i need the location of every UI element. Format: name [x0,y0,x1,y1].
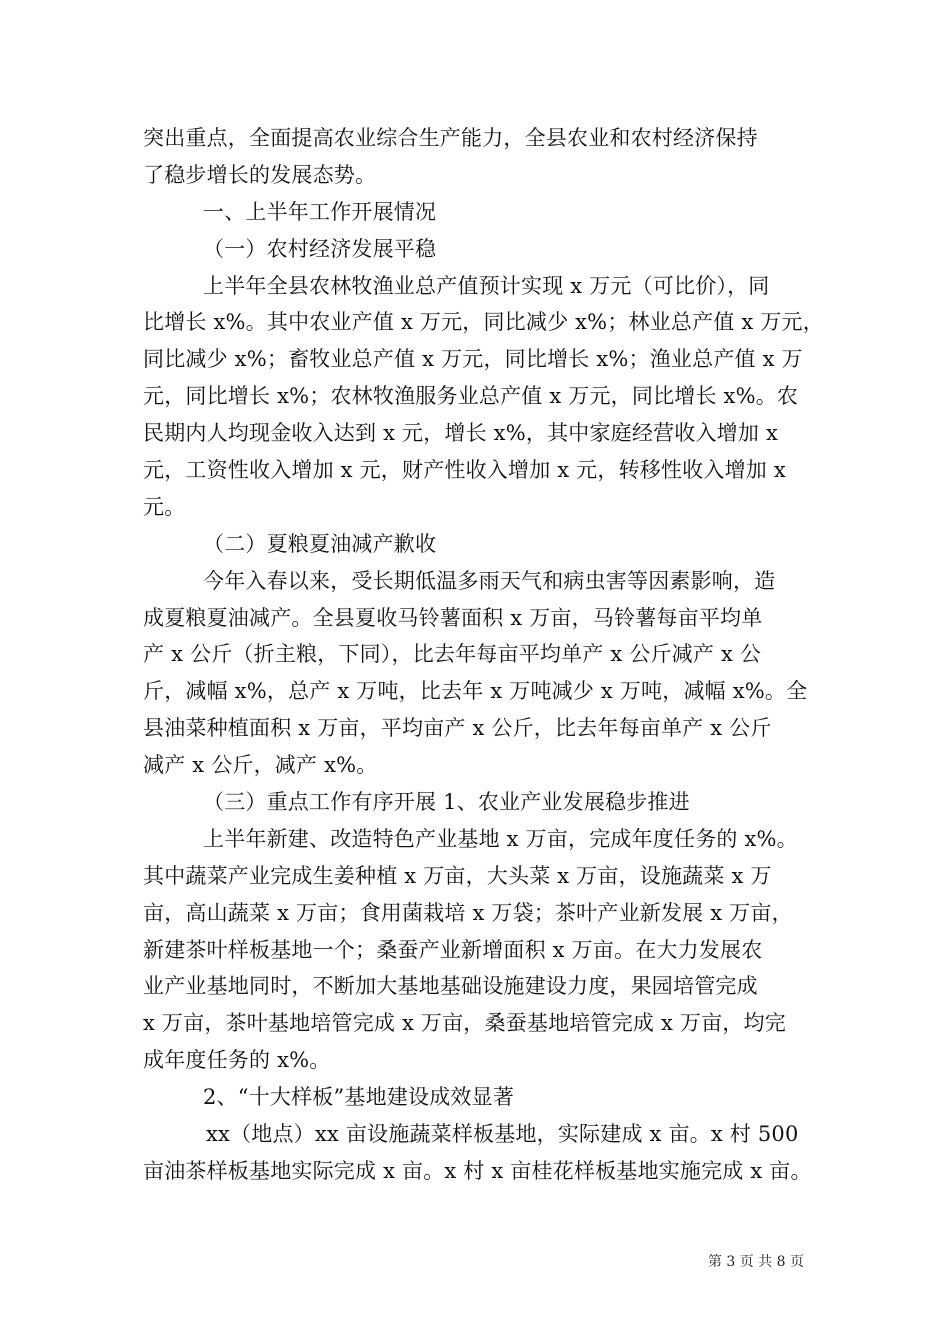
text-line: 元，同比增长 x%；农林牧渔服务业总产值 x 万元，同比增长 x%。农 [143,384,799,409]
text-line: 亩油茶样板基地实际完成 x 亩。x 村 x 亩桂花样板基地实施完成 x 亩。 [143,1158,812,1183]
document-body [143,120,823,1190]
text-line: 上半年全县农林牧渔业总产值预计实现 x 万元（可比价），同 [203,273,770,298]
text-line: 元。 [143,494,186,519]
text-line: 斤，减幅 x%，总产 x 万吨，比去年 x 万吨减少 x 万吨，减幅 x%。全 [143,679,808,704]
text-line: 今年入春以来，受长期低温多雨天气和病虫害等因素影响，造 [203,568,776,593]
text-line: （二）夏粮夏油减产歉收 [203,531,437,556]
text-line: 产 x 公斤（折主粮，下同），比去年每亩平均单产 x 公斤减产 x 公 [143,642,762,667]
text-line: 减产 x 公斤，减产 x%。 [143,753,378,778]
text-line: 突出重点，全面提高农业综合生产能力，全县农业和农村经济保持 [143,126,758,150]
text-line: 比增长 x%。其中农业产值 x 万元，同比减少 x%；林业总产值 x 万元， [143,310,824,335]
text-line: （一）农村经济发展平稳 [203,236,437,261]
text-line: 元，工资性收入增加 x 元，财产性收入增加 x 元，转移性收入增加 x [143,458,786,483]
text-line: xx（地点）xx 亩设施蔬菜样板基地，实际建成 x 亩。x 村 500 [206,1122,799,1147]
text-line: 成夏粮夏油减产。全县夏收马铃薯面积 x 万亩，马铃薯每亩平均单 [143,605,763,630]
page-number: 第 3 页 共 8 页 [707,1254,804,1270]
text-line: x 万亩，茶叶基地培管完成 x 万亩，桑蚕基地培管完成 x 万亩，均完 [143,1011,786,1036]
text-line: 其中蔬菜产业完成生姜种植 x 万亩，大头菜 x 万亩，设施蔬菜 x 万 [143,863,772,888]
text-line: 县油菜种植面积 x 万亩，平均亩产 x 公斤，比去年每亩单产 x 公斤 [143,716,772,741]
text-line: 民期内人均现金收入达到 x 元，增长 x%，其中家庭经营收入增加 x [143,421,778,446]
text-line: 亩，高山蔬菜 x 万亩；食用菌栽培 x 万袋；茶叶产业新发展 x 万亩， [143,900,793,925]
text-line: 了稳步增长的发展态势。 [143,162,377,187]
text-line: （三）重点工作有序开展 1、农业产业发展稳步推进 [203,790,690,815]
text-line: 上半年新建、改造特色产业基地 x 万亩，完成年度任务的 x%。 [203,826,798,851]
text-line: 成年度任务的 x%。 [143,1048,331,1073]
text-line: 2、“十大样板”基地建设成效显著 [203,1085,515,1110]
text-line: 业产业基地同时，不断加大基地基础设施建设力度，果园培管完成 [143,974,758,999]
text-line: 一、上半年工作开展情况 [203,199,437,224]
text-line: 新建茶叶样板基地一个；桑蚕产业新增面积 x 万亩。在大力发展农 [143,937,763,962]
text-line: 同比减少 x%；畜牧业总产值 x 万元，同比增长 x%；渔业总产值 x 万 [143,347,803,372]
